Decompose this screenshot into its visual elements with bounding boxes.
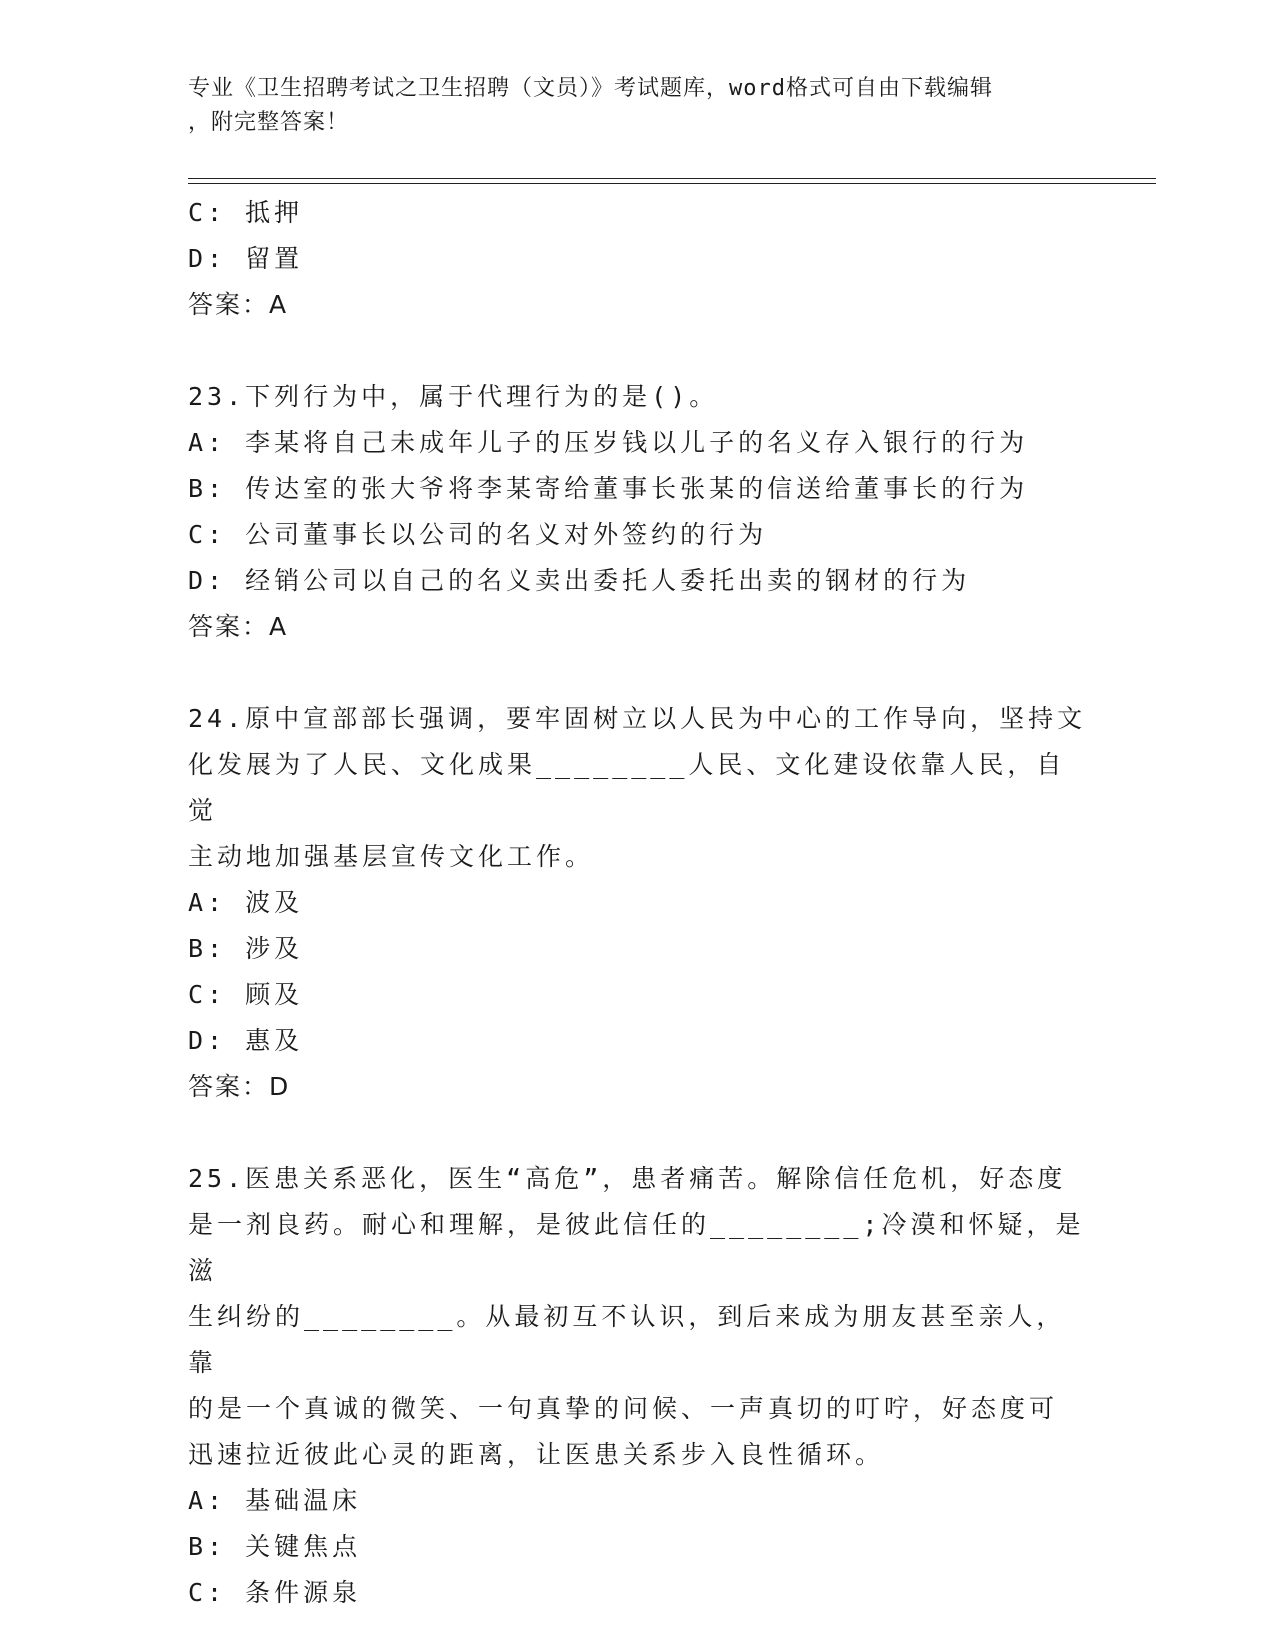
option-c: C: 顾及	[188, 980, 304, 1009]
question-content	[188, 190, 1088, 1616]
header-title-line-2: ，附完整答案！	[188, 110, 350, 135]
question-stem-line: 主动地加强基层宣传文化工作。	[188, 842, 595, 871]
option-c: C: 公司董事长以公司的名义对外签约的行为	[188, 520, 768, 549]
question-stem: 23.下列行为中，属于代理行为的是()。	[188, 382, 719, 411]
answer-line: 答案：A	[188, 612, 289, 641]
question-stem-line: 化发展为了人民、文化成果________人民、文化建设依靠人民，自觉	[188, 750, 1066, 825]
spacer	[188, 328, 1088, 374]
answer-line: 答案：D	[188, 1072, 291, 1101]
option-d: D: 留置	[188, 244, 304, 273]
document-header	[188, 72, 1088, 140]
option-d: D: 惠及	[188, 1026, 304, 1055]
header-divider-bottom	[188, 183, 1156, 184]
option-c: C: 抵押	[188, 198, 304, 227]
option-b: B: 传达室的张大爷将李某寄给董事长张某的信送给董事长的行为	[188, 474, 1029, 503]
spacer	[188, 1110, 1088, 1156]
question-25	[188, 1156, 1088, 1616]
option-b: B: 涉及	[188, 934, 304, 963]
header-divider-top	[188, 178, 1156, 179]
question-stem-line: 迅速拉近彼此心灵的距离，让医患关系步入良性循环。	[188, 1440, 885, 1469]
question-stem-line: 是一剂良药。耐心和理解，是彼此信任的________;冷漠和怀疑，是滋	[188, 1210, 1085, 1285]
header-title-line-1: 专业《卫生招聘考试之卫生招聘（文员）》考试题库，word格式可自由下载编辑	[188, 76, 993, 101]
question-24	[188, 696, 1088, 1110]
option-d: D: 经销公司以自己的名义卖出委托人委托出卖的钢材的行为	[188, 566, 971, 595]
option-a: A: 基础温床	[188, 1486, 362, 1515]
answer-line: 答案：A	[188, 290, 289, 319]
option-b: B: 关键焦点	[188, 1532, 362, 1561]
option-a: A: 波及	[188, 888, 304, 917]
option-a: A: 李某将自己未成年儿子的压岁钱以儿子的名义存入银行的行为	[188, 428, 1029, 457]
question-stem-line: 的是一个真诚的微笑、一句真挚的问候、一声真切的叮咛，好态度可	[188, 1394, 1059, 1423]
spacer	[188, 650, 1088, 696]
question-stem-line: 25.医患关系恶化，医生“高危”，患者痛苦。解除信任危机，好态度	[188, 1164, 1067, 1193]
previous-question-tail	[188, 190, 1088, 328]
option-c: C: 条件源泉	[188, 1578, 362, 1607]
question-23	[188, 374, 1088, 650]
question-stem-line: 24.原中宣部部长强调，要牢固树立以人民为中心的工作导向，坚持文	[188, 704, 1087, 733]
question-stem-line: 生纠纷的________。从最初互不认识，到后来成为朋友甚至亲人，靠	[188, 1302, 1066, 1377]
